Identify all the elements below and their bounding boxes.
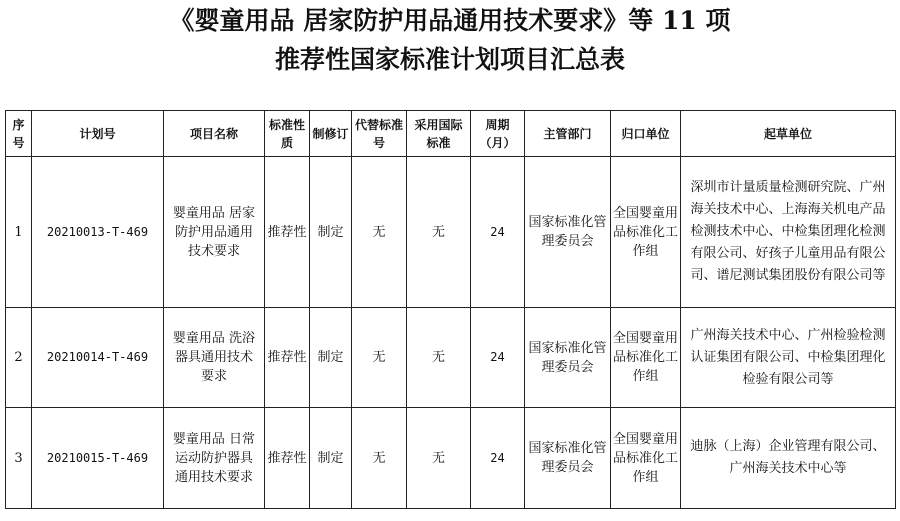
cell-revise: 制定 [310, 157, 352, 308]
header-project-name: 项目名称 [164, 111, 265, 157]
document-title-line-1: 《婴童用品 居家防护用品通用技术要求》等 11 项 [169, 6, 731, 35]
cell-replaced: 无 [352, 308, 407, 408]
cell-drafter: 迪脉（上海）企业管理有限公司、广州海关技术中心等 [681, 408, 896, 509]
cell-seq: 3 [6, 408, 32, 509]
cell-intl: 无 [407, 408, 471, 509]
cell-plan-no: 20210014-T-469 [32, 308, 164, 408]
cell-authority: 国家标准化管理委员会 [525, 408, 611, 509]
cell-plan-no: 20210013-T-469 [32, 157, 164, 308]
cell-revise: 制定 [310, 408, 352, 509]
cell-standard-nature: 推荐性 [265, 157, 310, 308]
header-authority: 主管部门 [525, 111, 611, 157]
cell-authority: 国家标准化管理委员会 [525, 308, 611, 408]
header-replaced: 代替标准号 [352, 111, 407, 157]
cell-standard-nature: 推荐性 [265, 308, 310, 408]
header-org: 归口单位 [611, 111, 681, 157]
cell-replaced: 无 [352, 157, 407, 308]
header-period: 周期（月） [471, 111, 525, 157]
cell-intl: 无 [407, 157, 471, 308]
document-title-line-2: 推荐性国家标准计划项目汇总表 [274, 45, 625, 74]
cell-period: 24 [471, 308, 525, 408]
table-row [6, 308, 896, 408]
header-seq: 序号 [6, 111, 32, 157]
cell-project-name: 婴童用品 居家防护用品通用技术要求 [164, 157, 265, 308]
cell-period: 24 [471, 157, 525, 308]
table-header-row [6, 111, 896, 157]
standards-plan-table [5, 110, 896, 509]
cell-org: 全国婴童用品标准化工作组 [611, 157, 681, 308]
cell-standard-nature: 推荐性 [265, 408, 310, 509]
cell-org: 全国婴童用品标准化工作组 [611, 308, 681, 408]
header-intl: 采用国际标准 [407, 111, 471, 157]
cell-revise: 制定 [310, 308, 352, 408]
cell-authority: 国家标准化管理委员会 [525, 157, 611, 308]
cell-intl: 无 [407, 308, 471, 408]
cell-seq: 1 [6, 157, 32, 308]
cell-plan-no: 20210015-T-469 [32, 408, 164, 509]
cell-project-name: 婴童用品 日常运动防护器具通用技术要求 [164, 408, 265, 509]
cell-replaced: 无 [352, 408, 407, 509]
header-drafter: 起草单位 [681, 111, 896, 157]
cell-period: 24 [471, 408, 525, 509]
table-row [6, 408, 896, 509]
cell-drafter: 深圳市计量质量检测研究院、广州海关技术中心、上海海关机电产品检测技术中心、中检集团理化检测有限公司、好孩子儿童用品有限公司、谱尼测试集团股份有限公司等 [681, 157, 896, 308]
header-revise: 制修订 [310, 111, 352, 157]
header-plan-no: 计划号 [32, 111, 164, 157]
header-standard-nature: 标准性质 [265, 111, 310, 157]
cell-project-name: 婴童用品 洗浴器具通用技术要求 [164, 308, 265, 408]
cell-seq: 2 [6, 308, 32, 408]
cell-drafter: 广州海关技术中心、广州检验检测认证集团有限公司、中检集团理化检验有限公司等 [681, 308, 896, 408]
cell-org: 全国婴童用品标准化工作组 [611, 408, 681, 509]
table-row [6, 157, 896, 308]
